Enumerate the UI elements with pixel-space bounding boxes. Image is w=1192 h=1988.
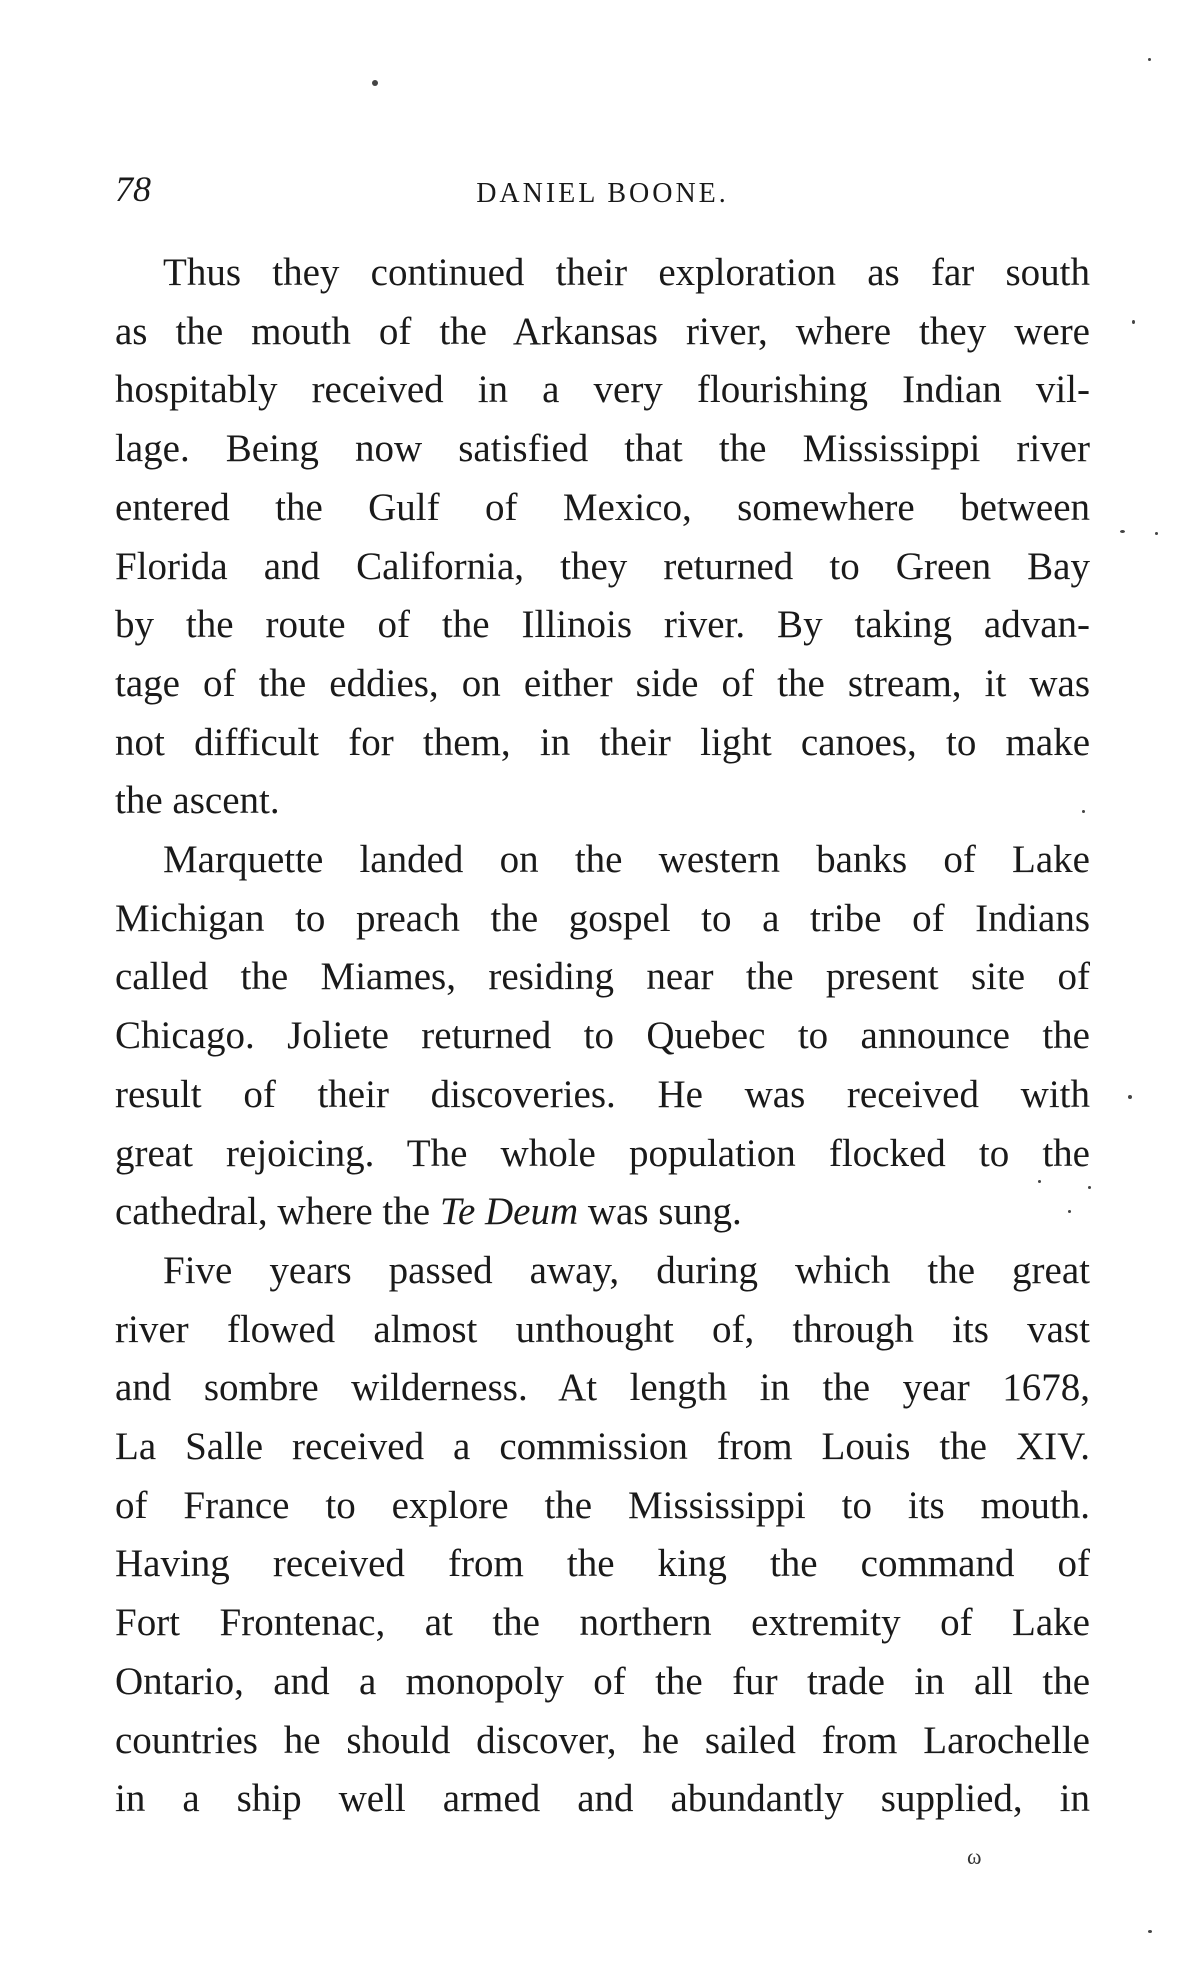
text-line: great rejoicing. The whole population flocked to the	[115, 1131, 1090, 1175]
text-line: lage. Being now satisfied that the Mississippi river	[115, 427, 1090, 471]
text-line: by the route of the Illinois river. By taking advan-	[115, 603, 1090, 647]
text-line: Chicago. Joliete returned to Quebec to announce the	[115, 1014, 1090, 1058]
text-line: hospitably received in a very flourishing Indian vil-	[115, 368, 1090, 412]
text-line: result of their discoveries. He was received with	[115, 1072, 1090, 1116]
text-run: cathedral, where the	[115, 1190, 440, 1234]
text-line: and sombre wilderness. At length in the year 1678,	[115, 1366, 1090, 1410]
ink-speck	[1120, 530, 1125, 533]
paragraph	[115, 1242, 1090, 1829]
page-body	[115, 244, 1090, 1829]
ink-speck	[1148, 58, 1151, 61]
printer-mark: ω	[967, 1844, 982, 1869]
page-header	[115, 168, 1090, 216]
ink-speck	[372, 80, 378, 86]
text-line: Florida and California, they returned to Green Bay	[115, 544, 1090, 588]
text-run: was sung.	[578, 1190, 742, 1234]
paragraph	[115, 244, 1090, 831]
text-line: of France to explore the Mississippi to its mouth.	[115, 1483, 1090, 1527]
paragraph	[115, 831, 1090, 1242]
text-line: called the Miames, residing near the present site of	[115, 955, 1090, 999]
text-line: Fort Frontenac, at the northern extremity of Lake	[115, 1601, 1090, 1645]
text-line: Marquette landed on the western banks of Lake	[163, 838, 1090, 882]
ink-speck	[1155, 532, 1158, 535]
text-line: Five years passed away, during which the great	[163, 1248, 1090, 1292]
text-line: the ascent.	[115, 779, 280, 823]
running-head: DANIEL BOONE.	[476, 178, 729, 209]
ink-speck	[1148, 1930, 1152, 1933]
ink-speck	[1128, 1095, 1132, 1099]
text-line: river flowed almost unthought of, through its vast	[115, 1307, 1090, 1351]
text-line: Thus they continued their exploration as far south	[163, 251, 1090, 294]
text-line: Michigan to preach the gospel to a tribe of Indians	[115, 896, 1090, 940]
text-line: tage of the eddies, on either side of the stream, it was	[115, 661, 1090, 705]
text-line: Having received from the king the command of	[115, 1542, 1090, 1586]
ink-speck	[1132, 320, 1135, 324]
page-number: 78	[115, 169, 151, 209]
text-line: Ontario, and a monopoly of the fur trade in all the	[115, 1659, 1090, 1703]
text-line: La Salle received a commission from Louis the XIV.	[115, 1425, 1090, 1469]
text-line	[115, 1183, 1090, 1242]
text-line: entered the Gulf of Mexico, somewhere between	[115, 485, 1090, 529]
text-line: in a ship well armed and abundantly supplied, in	[115, 1777, 1090, 1821]
italic-title: Te Deum	[439, 1190, 579, 1234]
text-line: countries he should discover, he sailed from Larochelle	[115, 1718, 1090, 1762]
text-line: as the mouth of the Arkansas river, where they were	[115, 309, 1090, 353]
text-line: not difficult for them, in their light canoes, to make	[115, 720, 1090, 764]
